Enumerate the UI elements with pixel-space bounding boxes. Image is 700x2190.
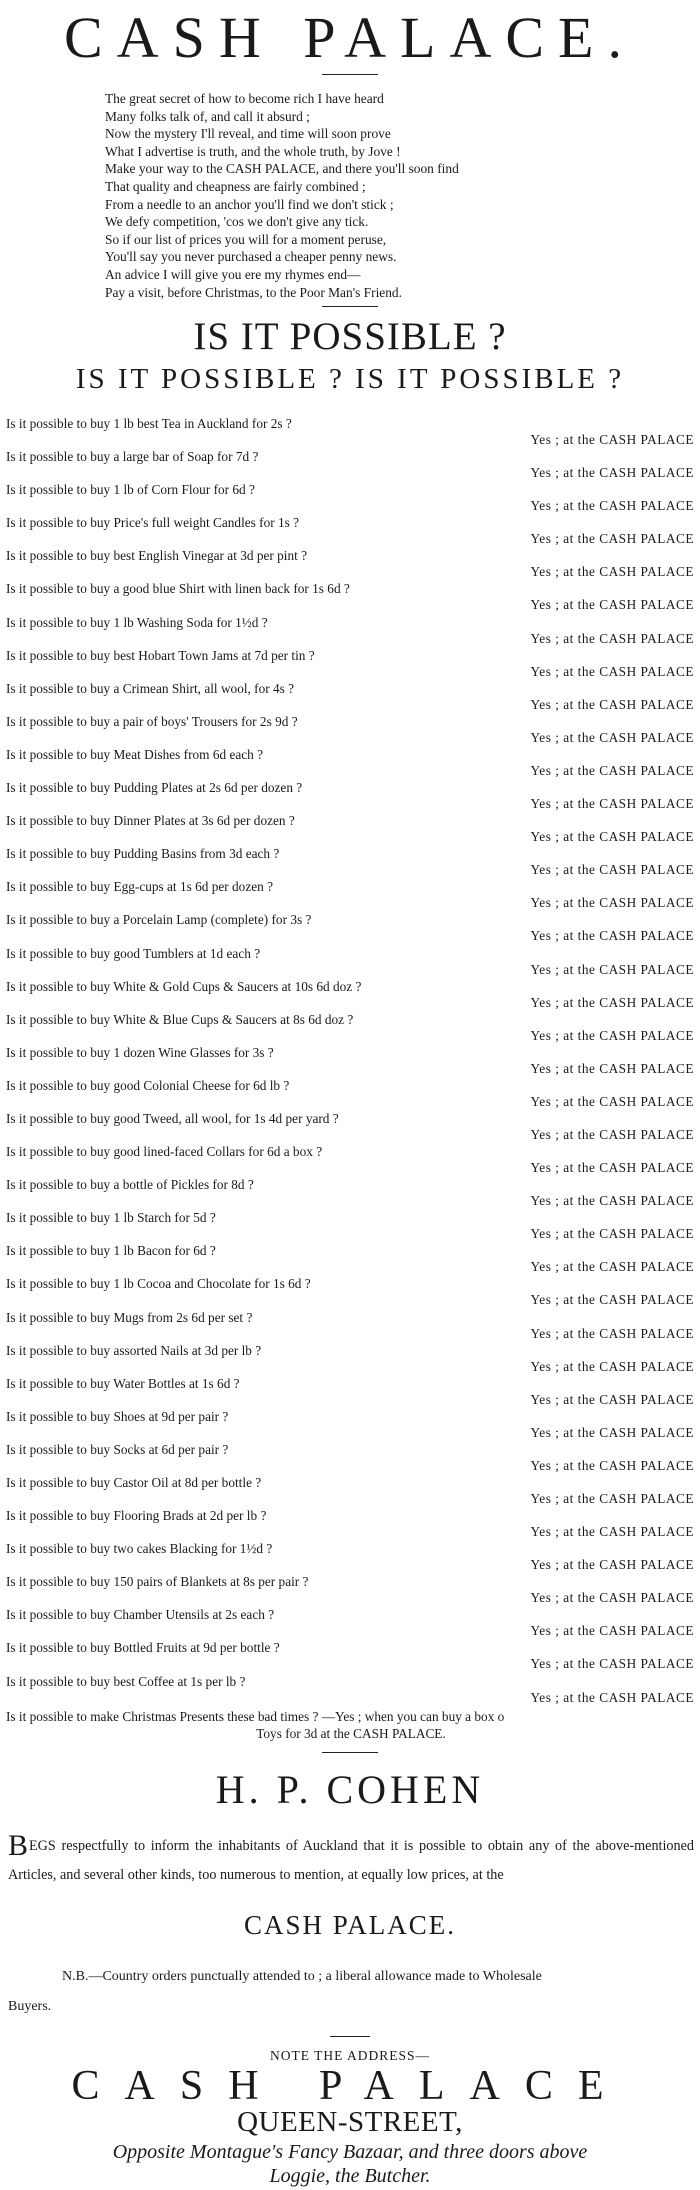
item-question: Is it possible to buy Shoes at 9d per pair ?	[6, 1408, 229, 1424]
list-item	[0, 449, 700, 482]
poem-rule	[322, 306, 378, 307]
item-answer: Yes ; at the CASH PALACE	[530, 1590, 694, 1606]
list-item	[0, 1674, 700, 1707]
item-question: Is it possible to buy assorted Nails at 3d per lb ?	[6, 1342, 262, 1358]
item-answer: Yes ; at the CASH PALACE	[530, 1457, 694, 1473]
address-rule	[330, 2036, 370, 2037]
list-item	[0, 1310, 700, 1343]
item-answer: Yes ; at the CASH PALACE	[530, 1424, 694, 1440]
list-item	[0, 416, 700, 449]
item-question: Is it possible to buy a pair of boys' Trousers for 2s 9d ?	[6, 713, 298, 729]
item-answer: Yes ; at the CASH PALACE	[530, 531, 694, 547]
nb-line-1: N.B.—Country orders punctually attended to ; a liberal allowance made to Wholesale	[62, 1969, 542, 1984]
item-answer: Yes ; at the CASH PALACE	[530, 762, 694, 778]
item-answer: Yes ; at the CASH PALACE	[530, 1259, 694, 1275]
poem-line: We defy competition, 'cos we don't give any tick.	[105, 214, 369, 230]
item-question: Is it possible to buy good Colonial Cheese for 6d lb ?	[6, 1077, 290, 1093]
cash-palace-heading: CASH PALACE.	[243, 1910, 457, 1940]
cash-palace-address-title: CASH PALACE	[71, 2063, 629, 2109]
poem-line: You'll say you never purchased a cheaper penny news.	[105, 249, 397, 265]
item-question: Is it possible to buy 150 pairs of Blankets at 8s per pair ?	[6, 1574, 309, 1590]
poem	[105, 90, 665, 301]
item-answer: Yes ; at the CASH PALACE	[530, 796, 694, 812]
street-name: QUEEN-STREET,	[237, 2106, 463, 2138]
list-item	[0, 946, 700, 979]
item-question: Is it possible to buy Pudding Plates at 2s 6d per dozen ?	[6, 780, 303, 796]
list-item	[0, 979, 700, 1012]
item-answer: Yes ; at the CASH PALACE	[530, 663, 694, 679]
price-list	[0, 416, 700, 1707]
poem-line: What I advertise is truth, and the whole truth, by Jove !	[105, 143, 401, 159]
item-question: Is it possible to buy 1 lb of Corn Flour for 6d ?	[6, 482, 255, 498]
item-answer: Yes ; at the CASH PALACE	[530, 1160, 694, 1176]
poem-line: So if our list of prices you will for a moment peruse,	[105, 231, 387, 247]
item-question: Is it possible to buy 1 lb Bacon for 6d ?	[6, 1243, 216, 1259]
list-item	[0, 1276, 700, 1309]
item-answer: Yes ; at the CASH PALACE	[530, 1126, 694, 1142]
item-answer: Yes ; at the CASH PALACE	[530, 1027, 694, 1043]
item-question: Is it possible to buy Pudding Basins from 3d each ?	[6, 846, 280, 862]
item-answer: Yes ; at the CASH PALACE	[530, 696, 694, 712]
item-question: Is it possible to buy 1 lb Starch for 5d ?	[6, 1210, 216, 1226]
list-item	[0, 648, 700, 681]
cohen-rule	[322, 1752, 378, 1753]
item-question: Is it possible to buy Egg-cups at 1s 6d per dozen ?	[6, 879, 273, 895]
poem-line: Many folks talk of, and call it absurd ;	[105, 108, 310, 124]
item-answer: Yes ; at the CASH PALACE	[530, 1325, 694, 1341]
list-item	[0, 1177, 700, 1210]
list-item	[0, 1045, 700, 1078]
directions	[0, 2140, 700, 2188]
item-question: Is it possible to buy best Hobart Town Jams at 7d per tin ?	[6, 647, 315, 663]
item-question: Is it possible to buy Mugs from 2s 6d per set ?	[6, 1309, 253, 1325]
item-question: Is it possible to buy White & Gold Cups & Saucers at 10s 6d doz ?	[6, 978, 362, 994]
item-question: Is it possible to buy White & Blue Cups & Saucers at 8s 6d doz ?	[6, 1011, 354, 1027]
list-item	[0, 482, 700, 515]
item-question: Is it possible to buy Chamber Utensils at 2s each ?	[6, 1607, 275, 1623]
list-item	[0, 1475, 700, 1508]
list-item	[0, 879, 700, 912]
nb-line-2: Buyers.	[8, 1999, 52, 2014]
item-question: Is it possible to buy Socks at 6d per pair ?	[6, 1441, 229, 1457]
list-item	[0, 1574, 700, 1607]
list-item	[0, 912, 700, 945]
item-answer: Yes ; at the CASH PALACE	[530, 1623, 694, 1639]
item-answer: Yes ; at the CASH PALACE	[530, 829, 694, 845]
list-item	[0, 1343, 700, 1376]
poem-line: An advice I will give you ere my rhymes end—	[105, 266, 361, 282]
proprietor-name: H. P. COHEN	[215, 1767, 485, 1812]
list-item	[0, 1243, 700, 1276]
item-answer: Yes ; at the CASH PALACE	[530, 994, 694, 1010]
list-item	[0, 1111, 700, 1144]
item-question: Is it possible to buy good Tweed, all wool, for 1s 4d per yard ?	[6, 1110, 339, 1126]
item-question: Is it possible to buy 1 dozen Wine Glasses for 3s ?	[6, 1044, 274, 1060]
item-answer: Yes ; at the CASH PALACE	[530, 630, 694, 646]
item-answer: Yes ; at the CASH PALACE	[530, 1060, 694, 1076]
list-item	[0, 846, 700, 879]
begs-paragraph	[8, 1829, 694, 1890]
list-item	[0, 581, 700, 614]
poem-line: From a needle to an anchor you'll find we don't stick ;	[105, 196, 394, 212]
christmas-line-1: Is it possible to make Christmas Presents these bad times ? —Yes ; when you can buy a box o	[6, 1709, 505, 1724]
christmas-line	[6, 1708, 696, 1742]
item-question: Is it possible to buy best Coffee at 1s per lb ?	[6, 1673, 246, 1689]
masthead-title: CASH PALACE.	[64, 5, 636, 70]
item-answer: Yes ; at the CASH PALACE	[530, 1557, 694, 1573]
nb-paragraph	[8, 1962, 694, 2022]
list-item	[0, 615, 700, 648]
item-answer: Yes ; at the CASH PALACE	[530, 498, 694, 514]
list-item	[0, 1012, 700, 1045]
item-question: Is it possible to buy a good blue Shirt with linen back for 1s 6d ?	[6, 581, 350, 597]
item-answer: Yes ; at the CASH PALACE	[530, 432, 694, 447]
item-question: Is it possible to buy a Crimean Shirt, all wool, for 4s ?	[6, 680, 295, 696]
item-question: Is it possible to buy good lined-faced Collars for 6d a box ?	[6, 1144, 323, 1160]
item-question: Is it possible to buy Meat Dishes from 6d each ?	[6, 746, 264, 762]
item-answer: Yes ; at the CASH PALACE	[530, 465, 694, 481]
item-answer: Yes ; at the CASH PALACE	[530, 961, 694, 977]
list-item	[0, 1409, 700, 1442]
item-answer: Yes ; at the CASH PALACE	[530, 1391, 694, 1407]
item-answer: Yes ; at the CASH PALACE	[530, 1491, 694, 1506]
item-question: Is it possible to buy 1 lb Cocoa and Chocolate for 1s 6d ?	[6, 1276, 311, 1292]
item-question: Is it possible to buy 1 lb Washing Soda for 1½d ?	[6, 614, 268, 630]
list-item	[0, 1442, 700, 1475]
poem-line: That quality and cheapness are fairly combined ;	[105, 178, 366, 194]
poem-line: The great secret of how to become rich I have heard	[105, 91, 384, 106]
item-question: Is it possible to buy Flooring Brads at 2d per lb ?	[6, 1508, 267, 1524]
headline: IS IT POSSIBLE ?	[193, 315, 507, 358]
list-item	[0, 1640, 700, 1673]
list-item	[0, 681, 700, 714]
poem-line: Pay a visit, before Christmas, to the Poor Man's Friend.	[105, 284, 402, 300]
item-question: Is it possible to buy Castor Oil at 8d per bottle ?	[6, 1475, 262, 1490]
item-answer: Yes ; at the CASH PALACE	[530, 1292, 694, 1308]
subheadline: IS IT POSSIBLE ? IS IT POSSIBLE ?	[75, 363, 625, 395]
list-item	[0, 1078, 700, 1111]
list-item	[0, 1508, 700, 1541]
directions-line-1: Opposite Montague's Fancy Bazaar, and three doors above	[112, 2141, 588, 2163]
item-answer: Yes ; at the CASH PALACE	[530, 1093, 694, 1109]
item-question: Is it possible to buy a large bar of Soap for 7d ?	[6, 449, 259, 465]
item-answer: Yes ; at the CASH PALACE	[530, 564, 694, 580]
christmas-line-2: Toys for 3d at the CASH PALACE.	[256, 1726, 446, 1741]
item-answer: Yes ; at the CASH PALACE	[530, 1358, 694, 1374]
list-item	[0, 515, 700, 548]
item-question: Is it possible to buy Dinner Plates at 3s 6d per dozen ?	[6, 813, 295, 829]
item-answer: Yes ; at the CASH PALACE	[530, 928, 694, 944]
item-answer: Yes ; at the CASH PALACE	[530, 1689, 694, 1705]
list-item	[0, 813, 700, 846]
list-item	[0, 1144, 700, 1177]
directions-line-2: Loggie, the Butcher.	[269, 2165, 431, 2187]
list-item	[0, 714, 700, 747]
list-item	[0, 1210, 700, 1243]
item-question: Is it possible to buy good Tumblers at 1d each ?	[6, 945, 261, 961]
item-question: Is it possible to buy a Porcelain Lamp (complete) for 3s ?	[6, 912, 312, 928]
item-answer: Yes ; at the CASH PALACE	[530, 1524, 694, 1540]
begs-text: EGS respectfully to inform the inhabitants of Auckland that it is possible to obtain any of the above-mentioned Articles, and several other kinds, too numerous to mention, at equally low prices, at the	[8, 1838, 694, 1883]
item-question: Is it possible to buy Water Bottles at 1s 6d ?	[6, 1375, 240, 1391]
item-question: Is it possible to buy two cakes Blacking for 1½d ?	[6, 1541, 273, 1557]
list-item	[0, 548, 700, 581]
item-answer: Yes ; at the CASH PALACE	[530, 729, 694, 745]
item-answer: Yes ; at the CASH PALACE	[530, 597, 694, 613]
list-item	[0, 747, 700, 780]
list-item	[0, 780, 700, 813]
poem-line: Now the mystery I'll reveal, and time will soon prove	[105, 126, 391, 142]
item-question: Is it possible to buy a bottle of Pickles for 8d ?	[6, 1177, 254, 1193]
item-answer: Yes ; at the CASH PALACE	[530, 1226, 694, 1242]
list-item	[0, 1541, 700, 1574]
note-address: NOTE THE ADDRESS—	[269, 2048, 430, 2063]
poem-line: Make your way to the CASH PALACE, and there you'll soon find	[105, 161, 459, 177]
item-answer: Yes ; at the CASH PALACE	[530, 895, 694, 911]
list-item	[0, 1376, 700, 1409]
list-item	[0, 1607, 700, 1640]
item-answer: Yes ; at the CASH PALACE	[530, 862, 694, 878]
item-answer: Yes ; at the CASH PALACE	[530, 1656, 694, 1672]
masthead-rule	[322, 74, 378, 75]
dropcap: B	[8, 1829, 29, 1862]
item-question: Is it possible to buy best English Vinegar at 3d per pint ?	[6, 548, 308, 564]
item-question: Is it possible to buy 1 lb best Tea in Auckland for 2s ?	[6, 416, 292, 431]
item-answer: Yes ; at the CASH PALACE	[530, 1193, 694, 1209]
item-question: Is it possible to buy Bottled Fruits at 9d per bottle ?	[6, 1640, 280, 1656]
item-question: Is it possible to buy Price's full weight Candles for 1s ?	[6, 515, 300, 531]
